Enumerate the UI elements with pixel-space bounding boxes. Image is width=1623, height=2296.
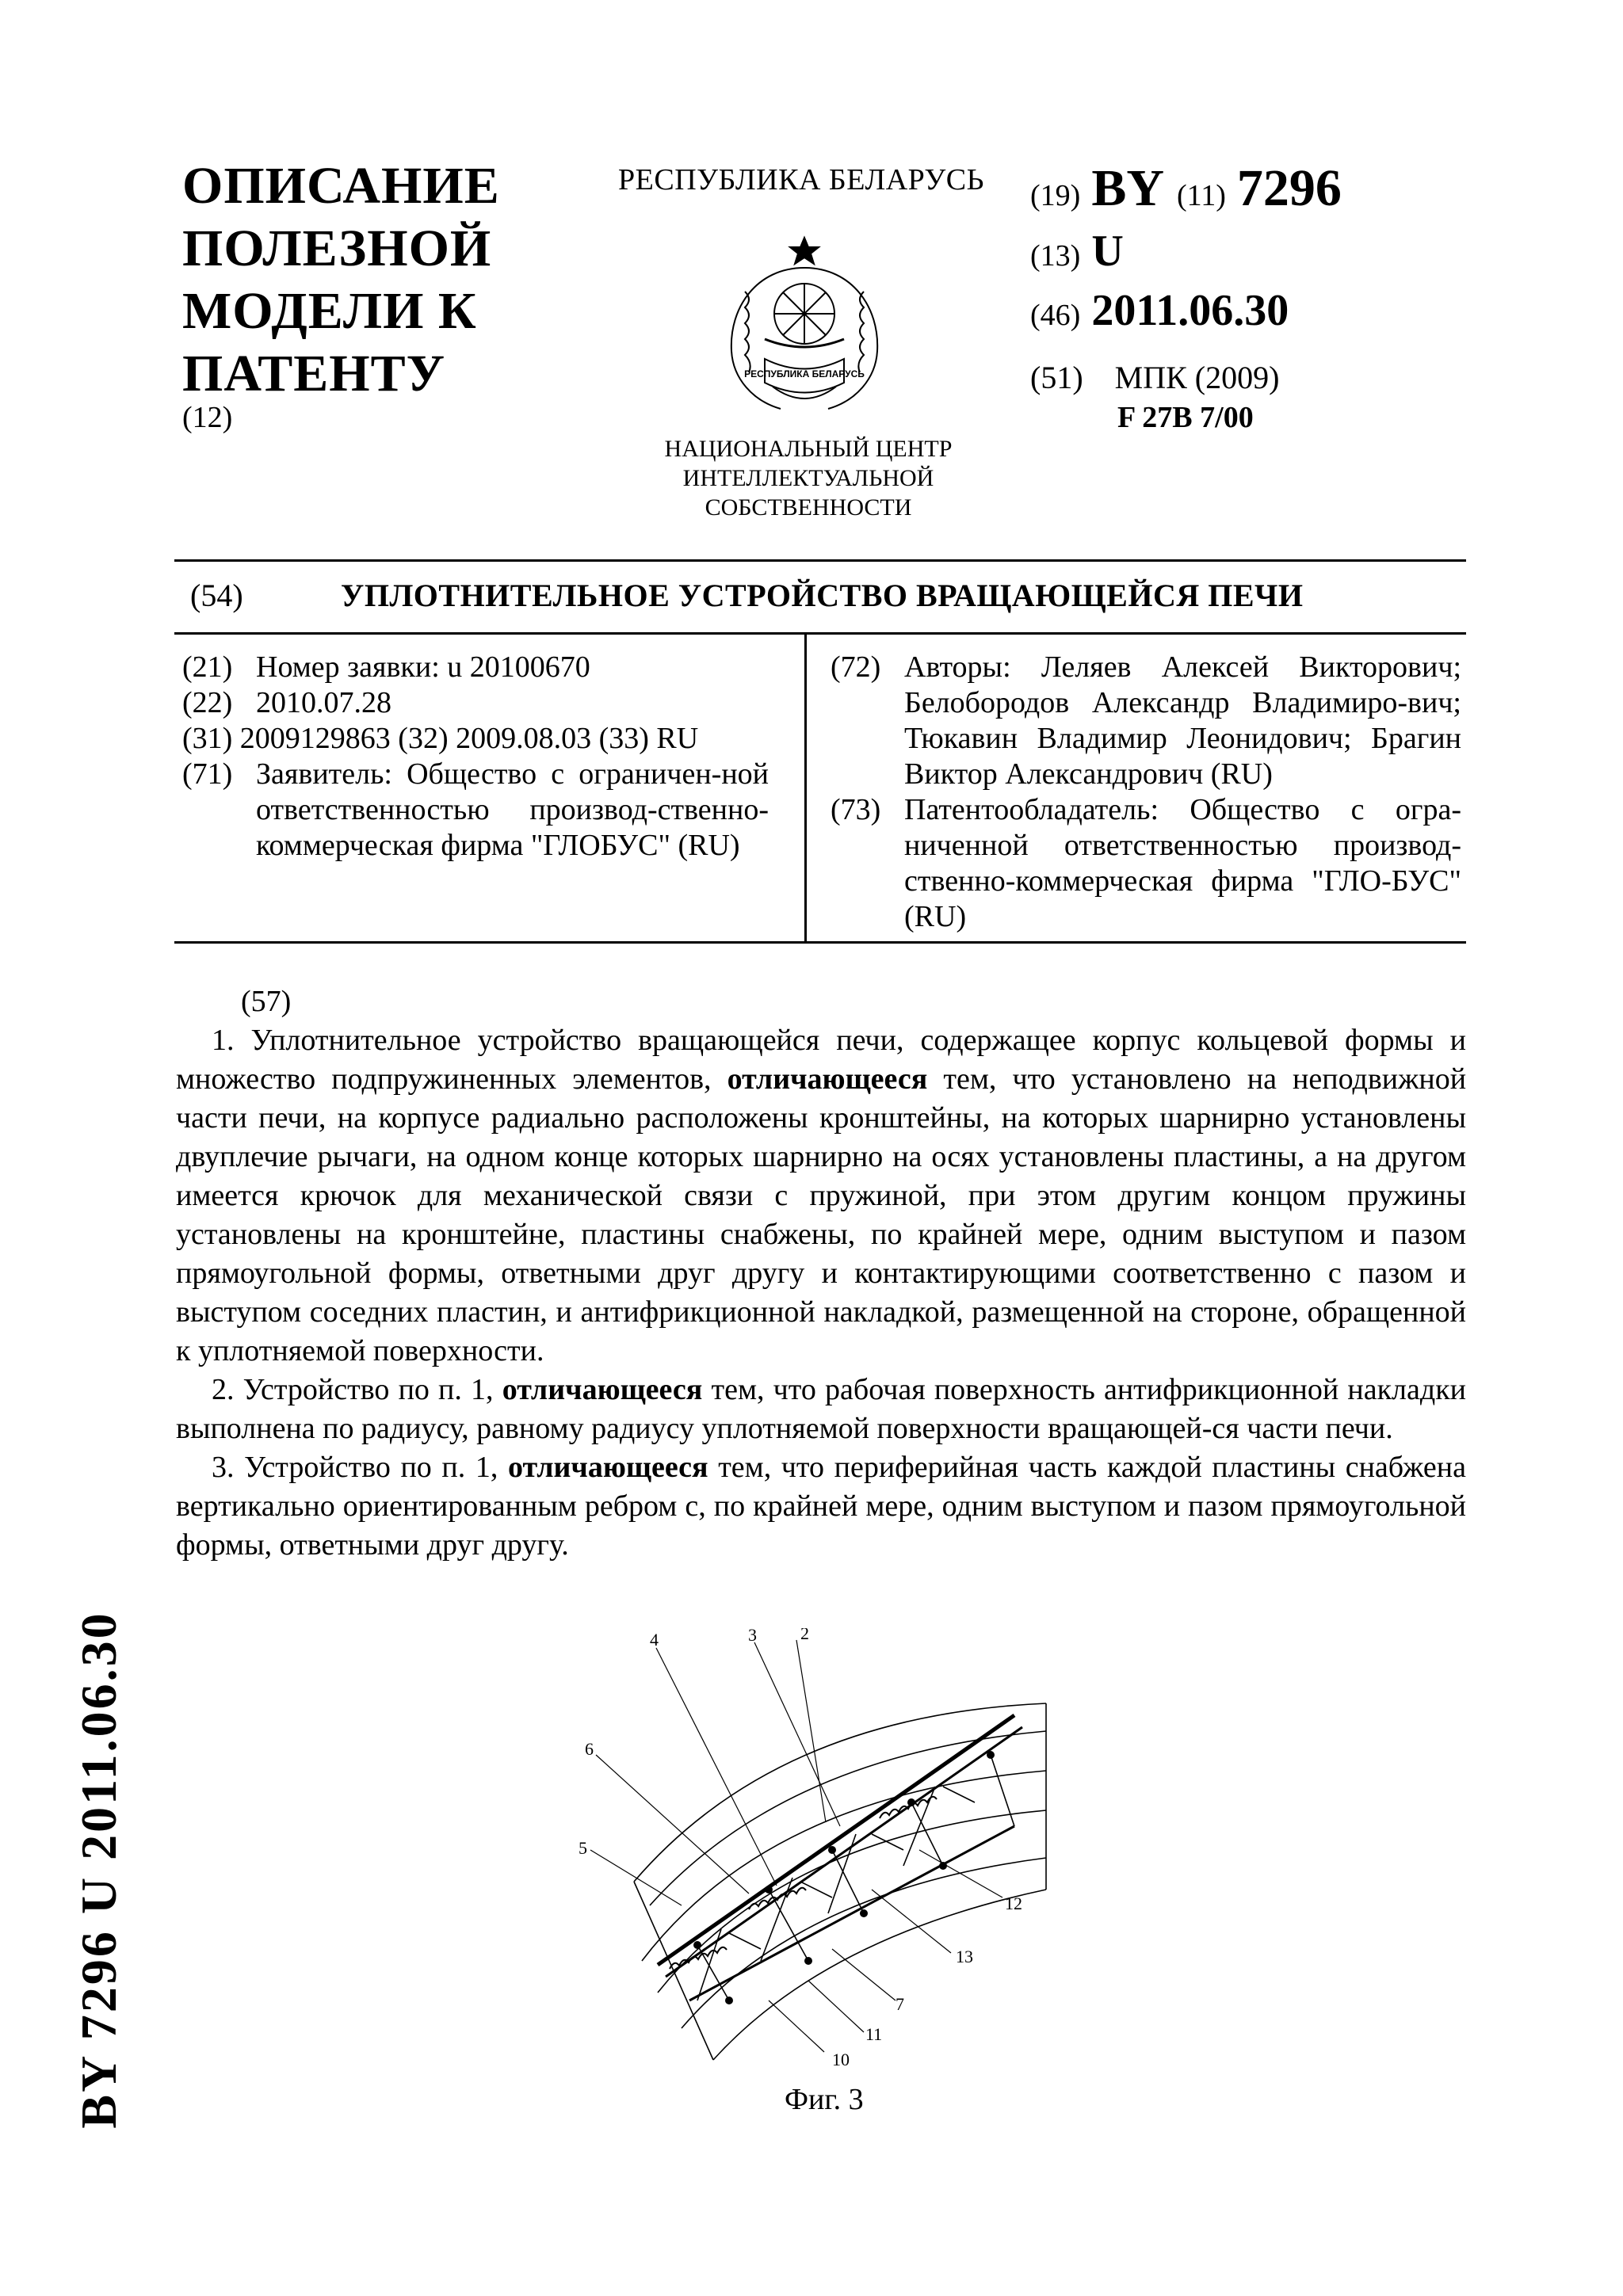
label-13: 13 (956, 1947, 973, 1966)
label-10: 10 (832, 2050, 850, 2069)
claims (176, 982, 1466, 1565)
title-line-4: ПАТЕНТУ (182, 345, 446, 402)
document-type-title (182, 154, 563, 405)
label-5: 5 (579, 1838, 587, 1858)
republic-name: РЕСПУБЛИКА БЕЛАРУСЬ (618, 163, 984, 196)
field-73 (831, 792, 1461, 935)
publication-date: 2011.06.30 (1091, 286, 1289, 335)
inid-code-73: (73) (831, 793, 881, 826)
column-divider (804, 634, 807, 943)
figure-caption: Фиг. 3 (785, 2083, 864, 2116)
country-code: BY (1091, 159, 1164, 217)
inid-code-11: (11) (1177, 179, 1226, 212)
invention-title (182, 577, 1466, 614)
emblem-ribbon-text: РЕСПУБЛИКА БЕЛАРУСЬ (744, 368, 865, 379)
inid-code-46: (46) (1030, 299, 1081, 332)
patent-number: 7296 (1236, 159, 1342, 217)
patent-owner: Патентообладатель: Общество с огра-ниченной ответственностью производ-ственно-коммерческая фирма "ГЛО-БУС" (RU) (904, 793, 1461, 933)
publication-date-line (1030, 285, 1289, 336)
center-line-3: СОБСТВЕННОСТИ (705, 494, 912, 521)
figure-3-drawing (571, 1628, 1062, 2072)
kind-code: U (1091, 227, 1124, 276)
state-emblem-icon (709, 220, 899, 426)
inid-code-71: (71) (182, 757, 233, 791)
field-72 (831, 650, 1461, 792)
national-center-name (650, 434, 967, 522)
claim-3: 3. Устройство по п. 1, отличающееся тем, что периферийная часть каждой пластины снабжена вертикально ориентированным ребром с, по крайней мере, одним выступом и пазом прямоугольной формы, ответными друг другу. (176, 1451, 1466, 1562)
field-22 (182, 685, 769, 721)
field-71 (182, 757, 769, 864)
kind-line (1030, 226, 1124, 277)
inid-code-22: (22) (182, 686, 233, 719)
label-6: 6 (585, 1739, 594, 1759)
title-line-3: МОДЕЛИ К (182, 282, 477, 340)
claim-2: 2. Устройство по п. 1, отличающееся тем, что рабочая поверхность антифрикционной накладки выполнена по радиусу, равному радиусу уплотняемой поверхности вращающей-ся части печи. (176, 1373, 1466, 1445)
ipc-line (1030, 359, 1279, 396)
center-line-1: НАЦИОНАЛЬНЫЙ ЦЕНТР (664, 436, 953, 462)
side-stamp (55, 1561, 143, 2179)
inid-code-57: (57) (241, 985, 292, 1018)
field-21 (182, 650, 769, 685)
inid-code-21: (21) (182, 650, 233, 684)
claim-1: 1. Уплотнительное устройство вращающейся печи, содержащее корпус кольцевой формы и множество подпружиненных элементов, отличающееся тем, что установлено на неподвижной части печи, на корпусе радиально расположены кронштейны, на которых шарнирно установлены двуплечие рычаги, на одном конце которых шарнирно на осях установлены пластины, а на другом имеется крючок для механической связи с пружиной, при этом другим концом пружины установлены на кронштейне, пластины снабжены, по крайней мере, одним выступом и пазом прямоугольной формы, ответными друг другу и контактирующими соответственно с пазом и выступом соседних пластин, и антифрикционной накладкой, размещенной на стороне, обращенной к уплотняемой поверхности. (176, 1024, 1467, 1367)
inid-code-51: (51) (1030, 360, 1083, 395)
side-stamp-text: BY 7296 U 2011.06.30 (71, 1611, 127, 2129)
right-biblio-column (831, 650, 1461, 935)
application-number: Номер заявки: u 20100670 (256, 650, 590, 684)
left-biblio-column (182, 650, 769, 864)
center-line-2: ИНТЕЛЛЕКТУАЛЬНОЙ (682, 465, 934, 491)
divider-bottom (174, 941, 1466, 944)
label-3: 3 (748, 1628, 757, 1645)
filing-date: 2010.07.28 (256, 686, 391, 719)
label-12: 12 (1005, 1894, 1022, 1913)
ipc-label: МПК (2009) (1114, 360, 1280, 395)
authors: Авторы: Леляев Алексей Викторович; Белобородов Александр Владимиро-вич; Тюкавин Владимир Леонидович; Брагин Виктор Александрович (RU) (904, 650, 1461, 791)
label-11: 11 (865, 2024, 883, 2044)
inid-code-19: (19) (1030, 179, 1081, 212)
label-7: 7 (896, 1994, 904, 2014)
priority-data: (31) 2009129863 (32) 2009.08.03 (33) RU (182, 722, 699, 755)
applicant: Заявитель: Общество с ограничен-ной ответственностью производ-ственно-коммерческая фирма "ГЛОБУС" (RU) (256, 757, 769, 862)
label-2: 2 (800, 1628, 809, 1643)
ipc-class: F 27B 7/00 (1117, 401, 1254, 434)
label-4: 4 (650, 1630, 659, 1650)
invention-title-text: УПЛОТНИТЕЛЬНОЕ УСТРОЙСТВО ВРАЩАЮЩЕЙСЯ ПЕЧИ (341, 578, 1304, 613)
divider-middle (174, 632, 1466, 635)
divider-top (174, 559, 1466, 562)
country-number-line (1030, 158, 1354, 219)
inid-code-54: (54) (190, 578, 243, 613)
inid-code-72: (72) (831, 650, 881, 684)
inid-code-13: (13) (1030, 239, 1081, 273)
inid-code-12: (12) (182, 401, 233, 434)
title-line-2: ПОЛЕЗНОЙ (182, 219, 492, 277)
title-line-1: ОПИСАНИЕ (182, 157, 500, 215)
